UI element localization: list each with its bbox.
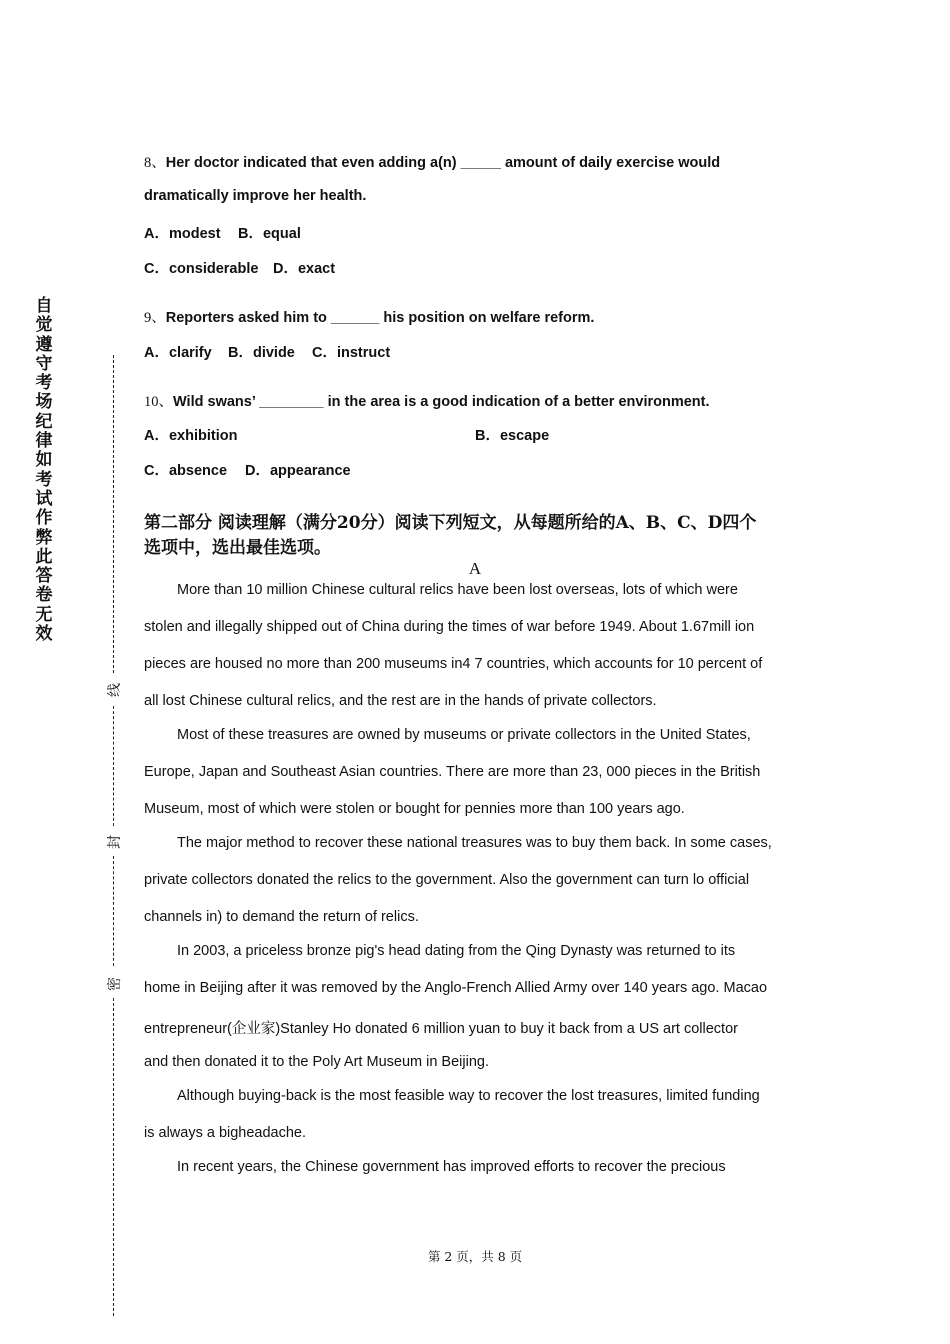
vertical-text-char: 试 (35, 488, 53, 509)
passage-line: Most of these treasures are owned by museums or private collectors in the United States, (177, 727, 751, 743)
passage-line: home in Beijing after it was removed by the Anglo-French Allied Army over 140 years ago. Macao (144, 980, 768, 996)
vertical-text-char: 如 (35, 450, 53, 471)
passage-line: Museum, most of which were stolen or bought for pennies more than 100 years ago. (144, 801, 685, 817)
passage-line: private collectors donated the relics to the government. Also the government can turn lo official (144, 872, 750, 888)
seal-word-secret: 密 (106, 974, 122, 994)
question-8-option-b: B．equal (238, 226, 301, 242)
binding-dashed-line (113, 355, 114, 673)
vertical-text-char: 考 (35, 373, 53, 394)
passage-line: In 2003, a priceless bronze pig's head dating from the Qing Dynasty was returned to its (177, 943, 736, 959)
vertical-text-char: 作 (35, 508, 53, 529)
question-9-stem: 9、Reporters asked him to ______ his position on welfare reform. (144, 310, 595, 326)
vertical-text-char: 自 (35, 296, 53, 316)
passage-line: The major method to recover these national treasures was to buy them back. In some cases, (177, 835, 772, 851)
vertical-text-char: 律 (35, 431, 53, 452)
vertical-text-char: 答 (35, 566, 53, 587)
seal-word-seal: 封 (106, 832, 122, 852)
question-9-option-a: A．clarify (144, 345, 212, 361)
vertical-text-char: 场 (35, 392, 53, 413)
vertical-text-char: 考 (35, 469, 53, 490)
question-8-option-a: A．modest (144, 226, 221, 242)
exam-discipline-vertical-text (33, 297, 55, 644)
passage-line: More than 10 million Chinese cultural relics have been lost overseas, lots of which were (177, 582, 738, 598)
page-number-footer: 第 2 页，共 8 页 (427, 1249, 523, 1264)
question-8-stem: 8、Her doctor indicated that even adding a(n) _____ amount of daily exercise would (144, 155, 721, 171)
vertical-text-char: 此 (35, 546, 53, 567)
question-8-option-d: D．exact (273, 261, 336, 277)
section-heading-line1: 第二部分 阅读理解（满分20分）阅读下列短文，从每题所给的A、B、C、D四个 (144, 513, 757, 533)
passage-line: channels in) to demand the return of relics. (144, 909, 419, 925)
question-10-stem: 10、Wild swans’ ________ in the area is a good indication of a better environment. (144, 394, 710, 410)
question-10-option-d: D．appearance (245, 463, 351, 479)
passage-line: is always a bigheadache. (144, 1125, 307, 1141)
binding-dashed-line (113, 856, 114, 966)
section-heading-line2: 选项中，选出最佳选项。 (144, 538, 331, 558)
question-10-option-a: A．exhibition (144, 428, 238, 444)
binding-dashed-line (113, 706, 114, 826)
question-10-option-c: C．absence (144, 463, 228, 479)
question-9-option-c: C．instruct (312, 345, 391, 361)
question-9-option-b: B．divide (228, 345, 295, 361)
binding-dashed-line (113, 998, 114, 1316)
question-8-stem-cont: dramatically improve her health. (144, 188, 367, 204)
passage-line: and then donated it to the Poly Art Museum in Beijing. (144, 1054, 489, 1070)
vertical-text-char: 弊 (35, 527, 53, 548)
seal-word-line: 线 (106, 680, 122, 700)
passage-line: Although buying-back is the most feasible way to recover the lost treasures, limited funding (177, 1088, 760, 1104)
passage-line: In recent years, the Chinese government has improved efforts to recover the precious (177, 1159, 726, 1175)
passage-line: entrepreneur(企业家)Stanley Ho donated 6 million yuan to buy it back from a US art collector (144, 1021, 738, 1037)
passage-line: pieces are housed no more than 200 museums in4 7 countries, which accounts for 10 percent of (144, 656, 763, 672)
question-8-option-c: C．considerable (144, 261, 259, 277)
vertical-text-char: 纪 (35, 411, 53, 432)
vertical-text-char: 遵 (35, 334, 53, 355)
passage-line: stolen and illegally shipped out of China during the times of war before 1949. About 1.67mill ion (144, 619, 755, 635)
vertical-text-char: 效 (35, 624, 53, 645)
passage-line: all lost Chinese cultural relics, and the rest are in the hands of private collectors. (144, 693, 657, 709)
vertical-text-char: 觉 (35, 315, 53, 336)
passage-line: Europe, Japan and Southeast Asian countries. There are more than 23, 000 pieces in the British (144, 764, 761, 780)
question-10-option-b: B．escape (475, 428, 550, 444)
vertical-text-char: 无 (35, 604, 53, 625)
vertical-text-char: 守 (35, 353, 53, 374)
vertical-text-char: 卷 (35, 585, 53, 606)
passage-label: A (468, 559, 482, 578)
